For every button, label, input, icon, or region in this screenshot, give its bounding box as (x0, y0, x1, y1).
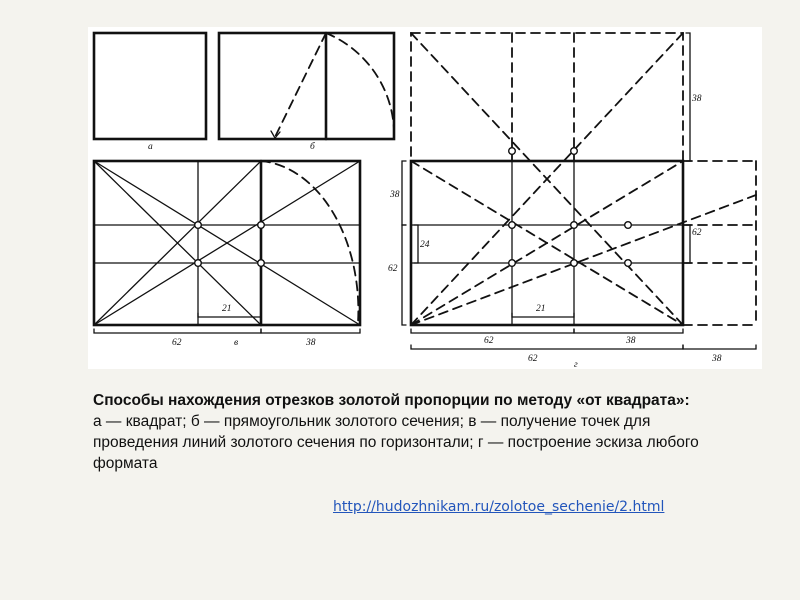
panel-b-label: б (310, 142, 315, 152)
panel-a-square (94, 33, 206, 152)
panel-g-dim-left-38: 38 (390, 190, 400, 200)
panel-v-dim-21: 21 (222, 304, 232, 314)
panel-g-dim-right-62: 62 (692, 228, 702, 238)
panel-v-construction (94, 161, 360, 348)
panel-g-dim-right-38: 38 (692, 94, 702, 104)
panel-v-dim-38: 38 (306, 338, 316, 348)
caption-title: Способы нахождения отрезков золотой пропорции по методу «от квадрата»: (93, 392, 690, 409)
source-link[interactable]: http://hudozhnikam.ru/zolotoe_sechenie/2.html (333, 499, 665, 515)
caption-body: а — квадрат; б — прямоугольник золотого сечения; в — получение точек для проведения линий золотого сечения по горизонтали; г — построение эскиза любого формата (93, 413, 699, 472)
panel-g-dim-bottom2-62: 62 (528, 354, 538, 364)
panel-g-dim-21: 21 (536, 304, 546, 314)
golden-ratio-figure (88, 27, 762, 369)
panel-g-dim-bottom1-62: 62 (484, 336, 494, 346)
panel-g-dim-bottom2-38: 38 (712, 354, 722, 364)
panel-a-label: а (148, 142, 153, 152)
panel-g-dim-left-62: 62 (388, 264, 398, 274)
panel-b-golden-rectangle (219, 33, 394, 152)
golden-ratio-diagram (88, 27, 762, 369)
panel-g-sketch-format (388, 33, 756, 369)
panel-v-dim-62: 62 (172, 338, 182, 348)
figure-caption (93, 390, 733, 474)
panel-v-label: в (234, 338, 239, 348)
panel-g-dim-left-24: 24 (420, 240, 430, 250)
panel-g-dim-bottom1-38: 38 (626, 336, 636, 346)
panel-g-label: г (574, 360, 578, 369)
